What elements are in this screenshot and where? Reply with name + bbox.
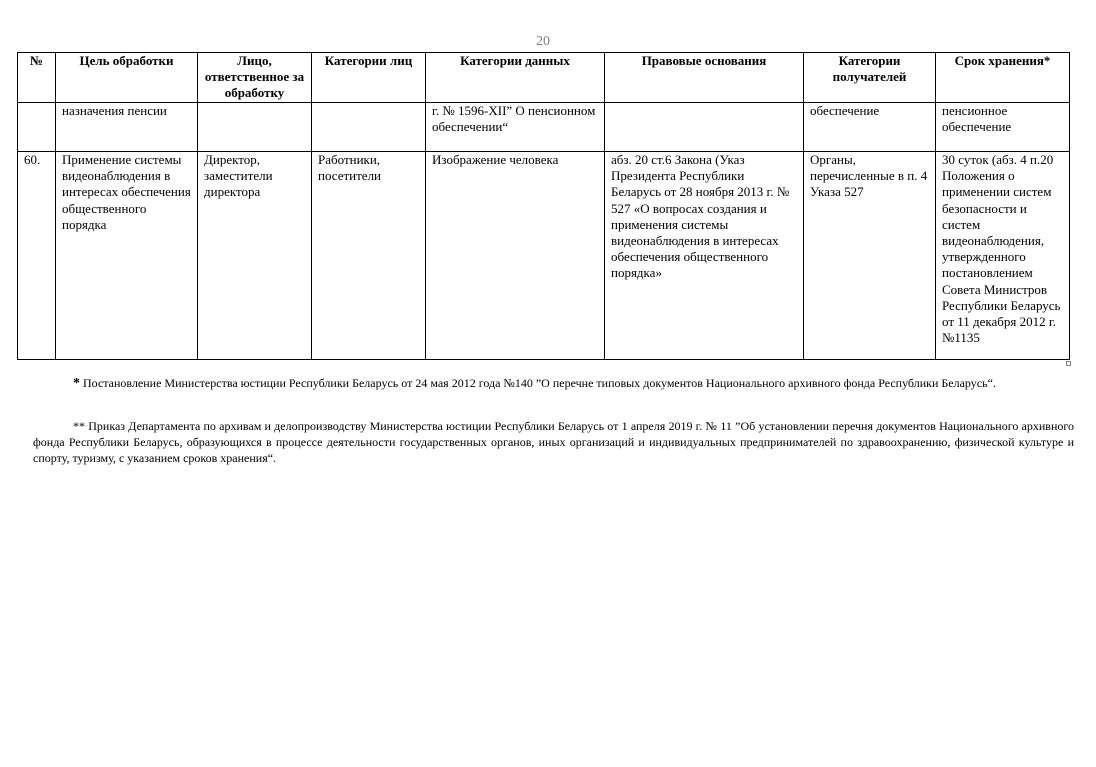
table-row: [18, 103, 1070, 152]
cell-recipients: Органы, перечисленные в п. 4 Указа 527: [804, 152, 936, 360]
cell-num: 60.: [18, 152, 56, 360]
cell-data-categories: г. № 1596-XII” О пенсионном обеспечении“: [426, 103, 605, 152]
data-processing-table: [17, 52, 1070, 360]
cell-purpose: Применение системы видеонаблюдения в интересах обеспечения общественного порядка: [56, 152, 198, 360]
page-number: 20: [536, 34, 550, 49]
cell-responsible: [198, 103, 312, 152]
cell-retention: пенсионное обеспечение: [936, 103, 1070, 152]
cell-responsible: Директор, заместители директора: [198, 152, 312, 360]
footnote-text: Приказ Департамента по архивам и делопроизводству Министерства юстиции Республики Беларусь от 1 апреля 2019 г. № 11 ”Об установлении перечня документов Национального архивного фонда Республики Беларусь, образующихся в процессе деятельности государственных органов, иных организаций и индивидуальных предпринимателей по здравоохранению, физической культуре и спорту, туризму, с указанием сроков хранения“.: [33, 419, 1074, 465]
cell-data-categories: Изображение человека: [426, 152, 605, 360]
header-num: №: [18, 53, 56, 103]
footnote-1: [33, 375, 1074, 392]
cell-legal-basis: [605, 103, 804, 152]
cell-persons: Работники, посетители: [312, 152, 426, 360]
footnote-2: [33, 418, 1074, 466]
footnote-text: Постановление Министерства юстиции Республики Беларусь от 24 мая 2012 года №140 ”О перечне типовых документов Национального архивного фонда Республики Беларусь“.: [83, 376, 996, 390]
header-purpose: Цель обработки: [56, 53, 198, 103]
cell-retention: 30 суток (абз. 4 п.20 Положения о применении систем безопасности и систем видеонаблюдения, утвержденного постановлением Совета Министров Республики Беларусь от 11 декабря 2012 г. №1135: [936, 152, 1070, 360]
cell-persons: [312, 103, 426, 152]
header-legal-basis: Правовые основания: [605, 53, 804, 103]
footnote-mark: **: [73, 419, 85, 433]
table-row: [18, 152, 1070, 360]
header-responsible: Лицо, ответственное за обработку: [198, 53, 312, 103]
cell-num: [18, 103, 56, 152]
cell-recipients: обеспечение: [804, 103, 936, 152]
cell-purpose: назначения пенсии: [56, 103, 198, 152]
header-retention: Срок хранения*: [936, 53, 1070, 103]
cell-legal-basis: абз. 20 ст.6 Закона (Указ Президента Республики Беларусь от 28 ноября 2013 г. № 527 «О вопросах создания и применения системы видеонаблюдения в интересах обеспечения общественного порядка»: [605, 152, 804, 360]
table-resize-handle[interactable]: [1066, 361, 1071, 366]
table-header-row: [18, 53, 1070, 103]
footnote-mark: *: [73, 376, 80, 391]
header-data-categories: Категории данных: [426, 53, 605, 103]
header-persons: Категории лиц: [312, 53, 426, 103]
header-recipients: Категории получателей: [804, 53, 936, 103]
